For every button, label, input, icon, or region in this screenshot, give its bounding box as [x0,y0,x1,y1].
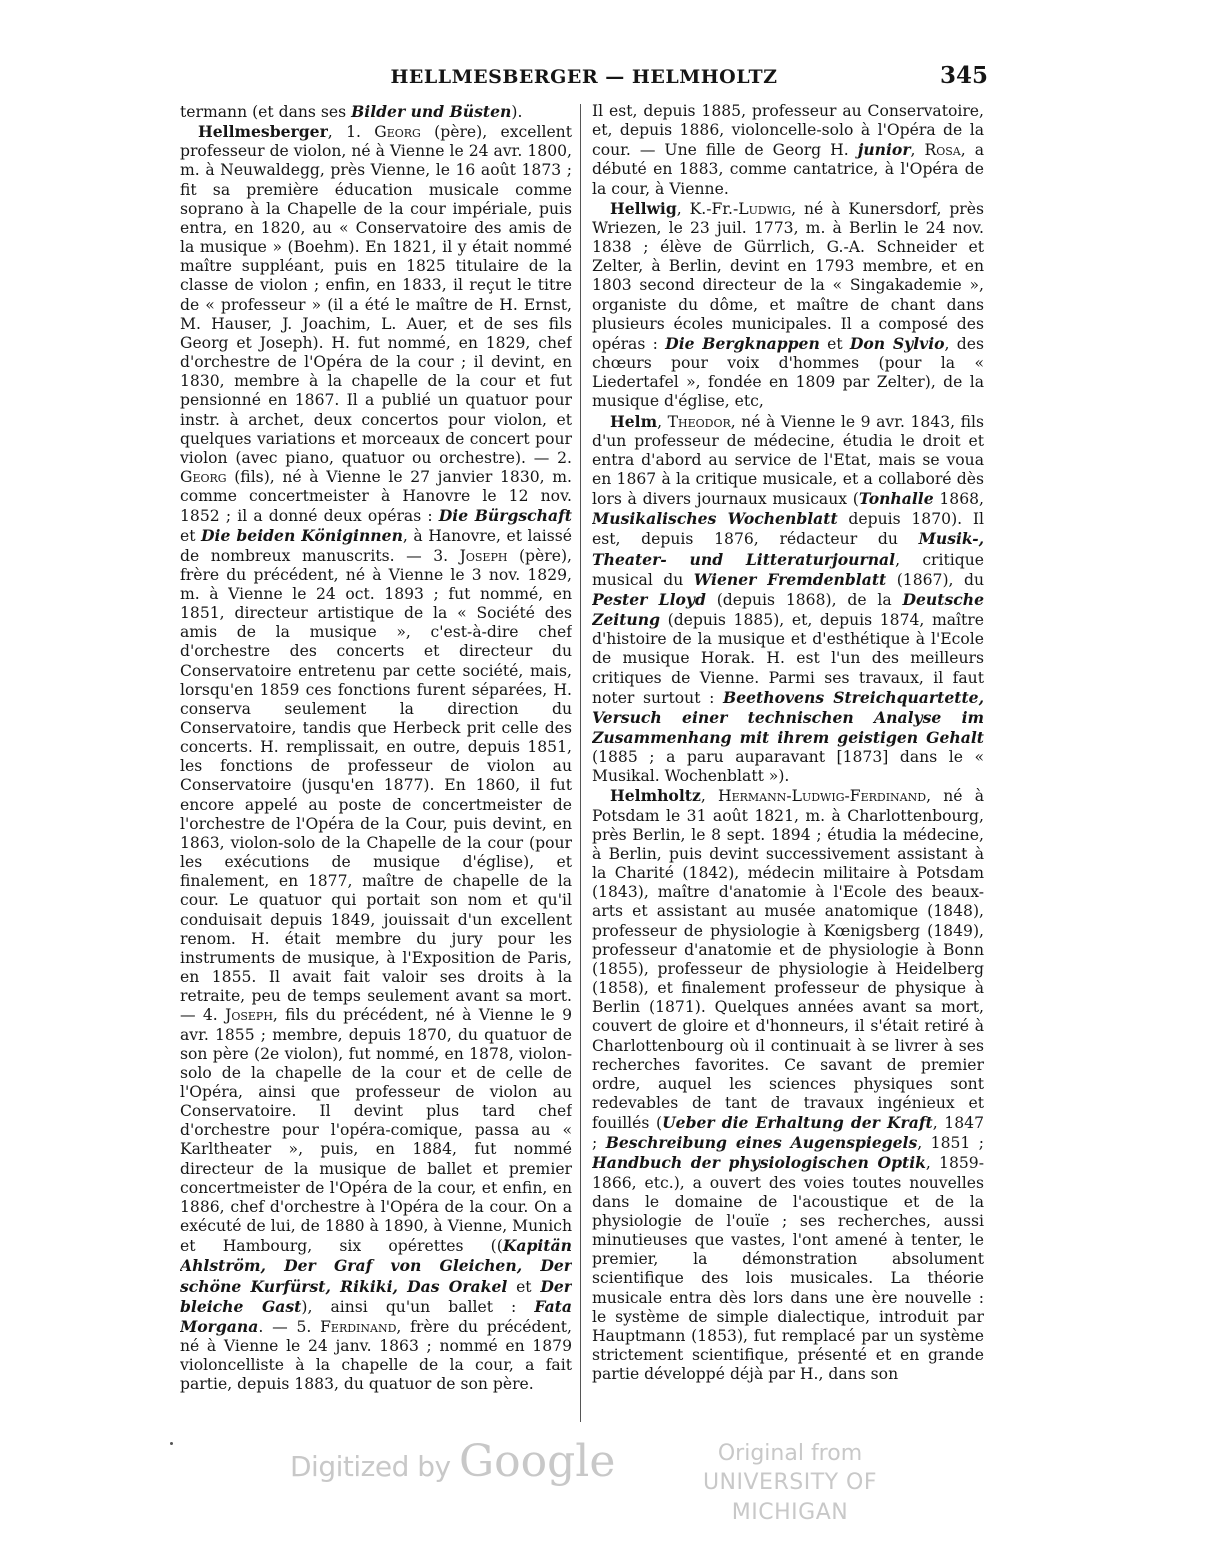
running-head: HELLMESBERGER — HELMHOLTZ [390,66,778,88]
left-column [180,102,572,1422]
entry-hellmesberger: Hellmesberger, 1. Georg (père), excellent professeur de violon, né à Vienne le 24 avr. 1800, m. à Neuwaldegg, près Vienne, le 16 août 1873 ; fit sa première éducation musicale comme soprano à la Chapelle de la cour impériale, puis entra, en 1820, au « Conservatoire des amis de la musique » (Boehm). En 1821, il y était nommé maître suppléant, puis en 1825 titulaire de la classe de violon ; enfin, en 1833, il reçut le titre de « professeur » (il a été le maître de H. Ernst, M. Hauser, J. Joachim, L. Auer, et de ses fils Georg et Joseph). H. fut nommé, en 1829, chef d'orchestre de l'Opéra de la cour ; il devint, en 1830, membre à la chapelle de la cour et fut pensionné en 1867. Il a publié un quatuor pour instr. à archet, deux concertos pour violon, et quelques variations et morceaux de concert pour violon (avec piano, quatuor ou orchestre). — 2. Georg (fils), né à Vienne le 27 janvier 1830, m. comme concertmeister à Hanovre le 12 nov. 1852 ; il a donné deux opéras : Die Bürgschaft et Die beiden Königinnen, à Hanovre, et laissé de nombreux manuscrits. — 3. Joseph (père), frère du précédent, né à Vienne le 3 nov. 1829, m. à Vienne le 24 oct. 1893 ; fut nommé, en 1851, directeur artistique de la « Société des amis de la musique », c'est-à-dire chef d'orchestre des concerts et directeur du Conservatoire entretenu par cette société, mais, lorsqu'en 1859 ces fonctions furent séparées, H. conserva seulement la direction du Conservatoire, tandis que Herbeck prit celle des concerts. H. remplissait, en outre, depuis 1851, les fonctions de professeur de violon au Conservatoire (jusqu'en 1877). En 1860, il fut encore appelé au poste de concertmeister de l'orchestre de l'Opéra de la Cour, puis devint, en 1863, violon-solo de la Chapelle de la cour (pour les exécutions de musique d'église), et finalement, en 1877, maître de chapelle de la cour. Le quatuor qui portait son nom et qu'il conduisait depuis 1849, jouissait d'un excellent renom. H. était membre du jury pour les instruments de musique, à l'Exposition de Paris, en 1855. Il avait fait valoir ses droits à la retraite, peu de temps seulement avant sa mort. — 4. Joseph, fils du précédent, né à Vienne le 9 avr. 1855 ; membre, depuis 1870, du quatuor de son père (2e violon), fut nommé, en 1878, violon-solo de la chapelle de la cour et de celle de l'Opéra, ainsi que professeur de violon au Conservatoire. Il devint plus tard chef d'orchestre pour l'opéra-comique, passa au « Karltheater », puis, en 1884, fut nommé directeur de la musique de ballet et premier concertmeister de l'Opéra de la cour, et enfin, en 1886, chef d'orchestre à l'Opéra de la cour. On a exécuté de lui, de 1880 à 1890, à Vienne, Munich et Hambourg, six opérettes ((Kapitän Ahlström, Der Graf von Gleichen, Der schöne Kurfürst, Rikiki, Das Orakel et Der bleiche Gast), ainsi qu'un ballet : Fata Morgana. — 5. Ferdinand, frère du précédent, né à Vienne le 24 janv. 1863 ; nommé en 1879 violoncelliste à la chapelle de la cour, a fait partie, depuis 1883, du quatuor de son père. [180,122,572,1394]
digitized-by-google-watermark [290,1436,615,1487]
original-source-watermark [660,1440,920,1528]
headword: Hellmesberger [198,122,328,142]
headword: Helmholtz [610,786,701,806]
column-rule [580,104,581,1422]
entry-hellwig: Hellwig, K.-Fr.-Ludwig, né à Kunersdorf, près Wriezen, le 23 juil. 1773, m. à Berlin le 24 nov. 1838 ; élève de Gürrlich, G.-A. Schneider et Zelter, à Berlin, devint en 1793 membre, et en 1803 second directeur de la « Singakademie », organiste du dôme, et maître de chant dans plusieurs écoles municipales. Il a composé des opéras : Die Bergknappen et Don Sylvio, des chœurs pour voix d'hommes (pour la « Liedertafel », fondée en 1809 par Zelter), de la musique d'église, etc, [592,198,984,411]
entry-helm: Helm, Theodor, né à Vienne le 9 avr. 1843, fils d'un professeur de médecine, étudia le droit et entra d'abord au service de l'Etat, mais se voua en 1867 à la critique musicale, et a collaboré dès lors à divers journaux musicaux (Tonhalle 1868, Musikalisches Wochenblatt depuis 1870). Il est, depuis 1876, rédacteur du Musik-, Theater- und Litteraturjournal, critique musical du Wiener Fremdenblatt (1867), du Pester Lloyd (depuis 1868), de la Deutsche Zeitung (depuis 1885), et, depuis 1874, maître d'histoire de la musique et d'esthétique à l'Ecole de musique Horak. H. est l'un des meilleurs critiques de Vienne. Parmi ses travaux, il faut noter surtout : Beethovens Streichquartette, Versuch einer technischen Analyse im Zusammenhang mit ihrem geistigen Gehalt (1885 ; a paru auparavant [1873] dans le « Musikal. Wochenblatt »). [592,411,984,786]
headword: Helm [610,411,658,431]
digitized-by-label: Digitized by [290,1450,451,1483]
entry-helmholtz: Helmholtz, Hermann-Ludwig-Ferdinand, né à Potsdam le 31 août 1821, m. à Charlottenbourg, près Berlin, le 8 sept. 1894 ; étudia la médecine, à Berlin, puis devint successivement assistant à la Charité (1842), médecin militaire à Potsdam (1843), maître d'anatomie à l'Ecole des beaux-arts et assistant au musée anatomique (1848), professeur de physiologie à Kœnigsberg (1849), professeur d'anatomie et de physiologie à Bonn (1855), professeur de physiologie à Heidelberg (1858), et finalement professeur de physique à Berlin (1871). Quelques années avant sa mort, couvert de gloire et d'honneurs, il s'était retiré à Charlottenbourg où il continuait à se livrer à ses recherches favorites. Ce savant de premier ordre, auquel les sciences physiques sont redevables de tant de travaux ingénieux et fouillés (Ueber die Erhaltung der Kraft, 1847 ; Beschreibung eines Augenspiegels, 1851 ; Handbuch der physiologischen Optik, 1859-1866, etc.), a ouvert des voies toutes nouvelles dans le domaine de l'acoustique et de la physiologie de l'ouïe ; ses recherches, aussi minutieuses que vastes, l'ont amené à tenter, le premier, la démonstration absolument scientifique des lois musicales. La théorie musicale entra dès lors dans une ère nouvelle : le système de simple dialectique, introduit par Hauptmann (1853), fut remplacé par un système strictement scientifique, présenté et en grande partie développé déjà par H., dans son [592,786,984,1384]
headword: Hellwig [610,198,677,218]
page-number: 345 [939,62,988,89]
scan-speck [170,1442,173,1445]
university-label: UNIVERSITY OF MICHIGAN [702,1470,878,1525]
original-from-label: Original from [717,1441,863,1466]
continued-paragraph: Il est, depuis 1885, professeur au Conservatoire, et, depuis 1886, violoncelle-solo à l'Opéra de la cour. — Une fille de Georg H. junior, Rosa, a débuté en 1883, comme cantatrice, à l'Opéra de la cour, à Vienne. [592,102,984,198]
right-column [592,102,984,1422]
google-logo: Google [459,1436,616,1487]
page-header [180,62,988,96]
continued-paragraph: termann (et dans ses Bilder und Büsten). [180,102,523,121]
